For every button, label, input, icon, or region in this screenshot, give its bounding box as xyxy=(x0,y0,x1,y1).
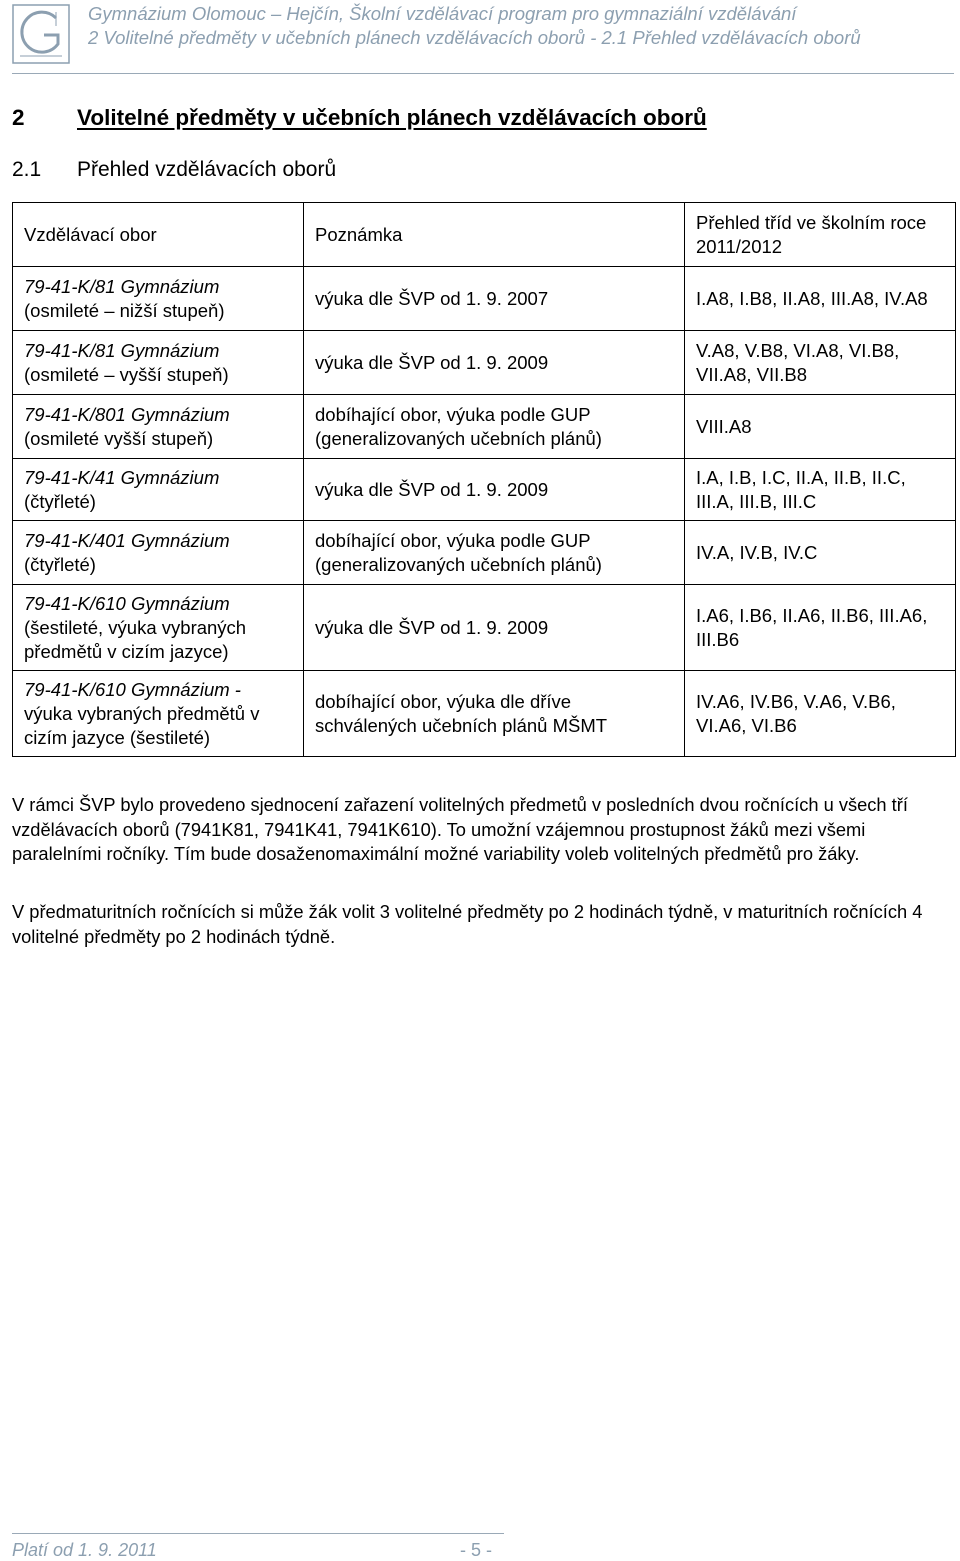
cell-program xyxy=(13,585,304,671)
cell-classes: VIII.A8 xyxy=(685,395,956,459)
heading-1-text: Volitelné předměty v učebních plánech vzdělávacích oborů xyxy=(77,105,707,130)
program-detail: (osmileté – vyšší stupeň) xyxy=(24,363,229,385)
header-divider xyxy=(12,73,954,74)
cell-program xyxy=(13,267,304,331)
cell-note: výuka dle ŠVP od 1. 9. 2009 xyxy=(304,585,685,671)
program-code: 79-41-K/81 Gymnázium xyxy=(24,339,220,361)
table-row xyxy=(13,459,956,521)
cell-classes: IV.A, IV.B, IV.C xyxy=(685,521,956,585)
program-detail: (osmileté vyšší stupeň) xyxy=(24,427,214,449)
table-row xyxy=(13,521,956,585)
page-header xyxy=(0,0,960,76)
program-code: 79-41-K/610 Gymnázium - xyxy=(24,678,241,700)
program-detail: (šestileté, výuka vybraných předmětů v cizím jazyce) xyxy=(24,616,247,662)
heading-2 xyxy=(12,155,336,185)
footer-divider xyxy=(12,1533,504,1534)
table-row xyxy=(13,395,956,459)
cell-program xyxy=(13,459,304,521)
col-header-program: Vzdělávací obor xyxy=(13,203,304,267)
paragraph-elective-count: V předmaturitních ročnících si může žák volit 3 volitelné předměty po 2 hodinách týdně, v maturitních ročnících 4 volitelné předměty po 2 hodinách týdně. xyxy=(12,901,923,947)
program-detail: (čtyřleté) xyxy=(24,553,96,575)
program-code: 79-41-K/81 Gymnázium xyxy=(24,275,220,297)
cell-classes: I.A8, I.B8, II.A8, III.A8, IV.A8 xyxy=(685,267,956,331)
footer-valid-from: Platí od 1. 9. 2011 xyxy=(12,1540,157,1560)
program-detail: (osmileté – nižší stupeň) xyxy=(24,299,225,321)
program-code: 79-41-K/801 Gymnázium xyxy=(24,403,230,425)
cell-note: výuka dle ŠVP od 1. 9. 2009 xyxy=(304,331,685,395)
cell-note: dobíhající obor, výuka dle dříve schválených učebních plánů MŠMT xyxy=(304,671,685,757)
cell-note: dobíhající obor, výuka podle GUP (generalizovaných učebních plánů) xyxy=(304,521,685,585)
cell-note: výuka dle ŠVP od 1. 9. 2007 xyxy=(304,267,685,331)
gymnazium-g-logo-icon xyxy=(12,4,70,64)
cell-note: výuka dle ŠVP od 1. 9. 2009 xyxy=(304,459,685,521)
heading-1-number: 2 xyxy=(12,105,25,130)
header-text xyxy=(88,2,938,50)
cell-classes: I.A6, I.B6, II.A6, II.B6, III.A6, III.B6 xyxy=(685,585,956,671)
heading-2-number: 2.1 xyxy=(12,158,42,181)
table-header-row xyxy=(13,203,956,267)
heading-1 xyxy=(12,103,707,133)
table-row xyxy=(13,585,956,671)
footer-page-number: - 5 - xyxy=(460,1540,493,1560)
cell-program xyxy=(13,395,304,459)
header-line1: Gymnázium Olomouc – Hejčín, Školní vzdělávací program pro gymnaziální vzdělávání xyxy=(88,3,797,24)
program-code: 79-41-K/41 Gymnázium xyxy=(24,466,220,488)
paragraph-unification: V rámci ŠVP bylo provedeno sjednocení zařazení volitelných předmetů v posledních dvou ročnících u všech tří vzdělávacích oborů (7941K81, 7941K41, 7941K610). To umožní vzájemnou prostupnost žáků mezi všemi paralelními ročníky. Tím bude dosaženomaximální možné variability voleb volitelných předmětů pro žáky. xyxy=(12,794,908,864)
cell-program xyxy=(13,671,304,757)
table-row xyxy=(13,671,956,757)
cell-program xyxy=(13,521,304,585)
study-programs-table xyxy=(12,202,956,757)
col-header-classes: Přehled tříd ve školním roce 2011/2012 xyxy=(685,203,956,267)
cell-classes: IV.A6, IV.B6, V.A6, V.B6, VI.A6, VI.B6 xyxy=(685,671,956,757)
table-row xyxy=(13,331,956,395)
program-detail: výuka vybraných předmětů v cizím jazyce (šestileté) xyxy=(24,702,260,748)
cell-classes: I.A, I.B, I.C, II.A, II.B, II.C, III.A, III.B, III.C xyxy=(685,459,956,521)
header-line2: 2 Volitelné předměty v učebních plánech vzdělávacích oborů - 2.1 Přehled vzdělávacích oborů xyxy=(88,27,861,48)
cell-classes: V.A8, V.B8, VI.A8, VI.B8, VII.A8, VII.B8 xyxy=(685,331,956,395)
program-code: 79-41-K/610 Gymnázium xyxy=(24,592,230,614)
program-detail: (čtyřleté) xyxy=(24,490,96,512)
program-code: 79-41-K/401 Gymnázium xyxy=(24,529,230,551)
col-header-note: Poznámka xyxy=(304,203,685,267)
table-row xyxy=(13,267,956,331)
cell-program xyxy=(13,331,304,395)
heading-2-text: Přehled vzdělávacích oborů xyxy=(77,158,337,181)
cell-note: dobíhající obor, výuka podle GUP (generalizovaných učebních plánů) xyxy=(304,395,685,459)
